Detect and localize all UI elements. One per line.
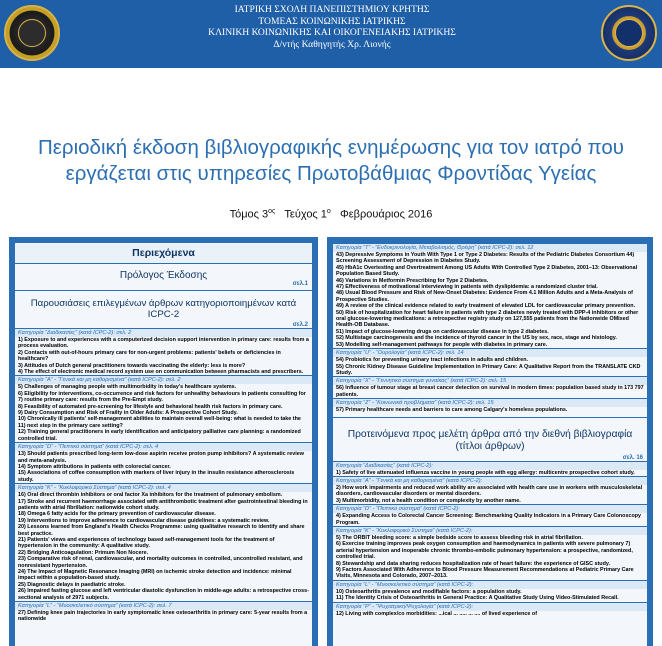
section-page-right: σελ. 16 (622, 454, 643, 461)
number-label: Τεύχος 1 (284, 208, 327, 221)
article-item[interactable]: 18) Omega 6 fatty acids for the primary prevention of cardiovascular disease. (18, 511, 216, 518)
contents-heading: Περιεχόμενα (15, 243, 312, 264)
contents-panel-left (9, 237, 318, 646)
section-title-icpc: Παρουσιάσεις επιλεγμένων άρθρων κατηγοριοποιημένων κατά ICPC-2 (30, 298, 297, 320)
issue-info (0, 208, 662, 221)
category-header[interactable]: Κατηγορία “D” - “Πεπτικό σύστημα” (κατά ICPC-2): (333, 504, 647, 513)
article-item[interactable]: 4) Expanding Access to Colorectal Cancer Screening: Benchmarking Quality Indicators in a Primary Care Colonoscopy Program. (336, 513, 642, 526)
header-line: ΤΟΜΕΑΣ ΚΟΙΝΩΝΙΚΗΣ ΙΑΤΡΙΚΗΣ (258, 15, 406, 27)
category-header[interactable]: Κατηγορία “D” - “Πεπτικό σύστημα” (κατά ICPC-2): σελ. 4 (15, 442, 312, 451)
article-item[interactable]: 9) Factors Associated With Adherence to Blood Pressure Measurement Recommendations at Pediatric Primary Care Visits, Minnesota and Colorado, 2007–2013. (336, 567, 634, 580)
article-item[interactable]: 8) Stewardship and data sharing reduces hospitalization rate of heart failure: the experience of GISC study. (336, 560, 610, 567)
article-item[interactable]: 45) HbA1c Overtesting and Overtreatment Among US Adults With Controlled Type 2 Diabetes, 2001–13: Observational Population Based Study. (336, 264, 638, 278)
article-item[interactable]: 12) Training general practitioners in early identification and anticipatory palliative care planning: a randomized controlled trial. (18, 429, 301, 442)
article-item[interactable]: 47) Effectiveness of motivational interviewing in patients with dyslipidemia: a randomized cluster trial. (336, 284, 598, 291)
article-item[interactable]: 21) Patients' views and experiences of technology based self-management tools for the treatment of hypertension in the community: A qualitative study. (18, 536, 275, 550)
article-item[interactable]: 48) Usual Blood Pressure and Risk of New-Onset Diabetes: Evidence From 4.1 Million Adults and a Meta-Analysis of Prospective Studies. (336, 290, 633, 303)
article-item[interactable]: 6) Eligibility for interventions, co-occurrence and risk factors for unhealthy behaviours in patients consulting for 7) routine primary care: results from the Pre-Empt study. (18, 390, 306, 404)
article-item[interactable]: 46) Variations in Metformin Prescribing for Type 2 Diabetes. (336, 277, 489, 284)
volume-sup: ος (268, 208, 276, 215)
article-item[interactable]: 5) Challenges of managing people with multimorbidity in today's healthcare systems. (18, 384, 237, 391)
article-item[interactable]: 3) Attitudes of Dutch general practitioners towards vaccinating the elderly: less is more? (18, 362, 246, 369)
article-item[interactable]: 6) Exercise training improves peak oxygen consumption and haemodynamics in patients with severe pulmonary 7) arterial hypertension and inoperable chronic thrombo-embolic pulmonary hypertension: a prospective, randomized, controlled trial. (336, 541, 633, 561)
article-item[interactable]: 10) Chronically ill patients' self-management abilities to maintain overall well-being: what is needed to take the 11) next step in the primary care setting? (18, 416, 301, 429)
article-item[interactable]: 26) Impaired fasting glucose and left ventricular diastolic dysfunction in middle-age adults: a retrospective cross-sectional analysis of 2971 subjects. (18, 588, 309, 601)
article-item[interactable]: 55) Chronic Kidney Disease Guideline Implementation in Primary Care: A Qualitative Report from the TRANSLATE CKD Study. (336, 363, 641, 376)
category-header[interactable]: Κατηγορία “K” - “Κυκλοφορικό Σύστημα” (κατά ICPC-2): σελ. 4 (15, 483, 312, 492)
category-header[interactable]: Κατηγορία “T” - “Ενδοκρινολογία, Μεταβολισμός, Θρέψη” (κατά ICPC-2): σελ. 12 (333, 243, 647, 252)
section-title-international: Προτεινόμενα προς μελέτη άρθρα από την διεθνή βιβλιογραφία (τίτλοι άρθρων) (347, 428, 633, 452)
right-top-groups (333, 243, 647, 414)
article-item[interactable]: 24) The Impact of Magnetic Resonance Imaging (MRI) on ischemic stroke detection and incidence: minimal impact within a population-based study. (18, 569, 292, 582)
article-item[interactable]: 23) Comparative risk of renal, cardiovascular, and mortality outcomes in controlled, uncontrolled resistant, and nonresistant hypertension. (18, 556, 303, 569)
article-item[interactable]: 50) Risk of hospitalization for heart failure in patients with type 2 diabetes newly treated with DPP-4 inhibitors or other oral glucose-lowering medications: a retrospective registry study on 127,555 patients from the Nationwide OMixed Health-OB Database. (336, 309, 639, 329)
article-item[interactable]: 11) The Identity Crisis of Osteoarthritis in General Practice: A Qualitative Study Using Video-Stimulated Recall. (336, 595, 619, 602)
header-line: ΙΑΤΡΙΚΗ ΣΧΟΛΗ ΠΑΝΕΠΙΣΤΗΜΙΟΥ ΚΡΗΤΗΣ (234, 4, 430, 15)
article-item[interactable]: 15) Associations of coffee consumption with markers of liver injury in the insulin resistance atherosclerosis study. (18, 470, 295, 483)
article-item[interactable]: 4) The effect of electronic medical record system use on communication between pharmacists and prescribers. (18, 369, 304, 376)
article-item[interactable]: 25) Diagnostic delays in paediatric stroke. (18, 581, 126, 588)
preface-link[interactable]: Πρόλογος Έκδοσης (119, 270, 208, 281)
contents-box-left (15, 243, 312, 646)
category-header[interactable]: Κατηγορία “Α” - “Γενικά και μη καθορισμένα” (κατά ICPC-2): σελ. 2 (15, 375, 312, 384)
category-header[interactable]: Κατηγορία “Α” - “Γενικά και μη καθορισμένα” (κατά ICPC-2): (333, 476, 647, 485)
preface-page: σελ.1 (292, 281, 308, 287)
article-item[interactable]: 17) Stroke and recurrent haemorrhage associated with antithrombotic treatment after gastrointestinal bleeding in patients with atrial fibrillation: nationwide cohort study. (18, 498, 308, 511)
contents-panel-right (327, 237, 653, 646)
article-item[interactable]: 49) A review of the clinical evidence related to early treatment of elevated LDL for cardiovascular primary prevention. (336, 303, 636, 310)
article-item[interactable]: 54) Probiotics for preventing urinary tract infections in adults and children. (336, 357, 528, 364)
contents-box-right (333, 243, 647, 646)
article-item[interactable]: 22) Bridging Anticoagulation: Primum Non Nocere. (18, 549, 149, 556)
header-line: Δ/ντής Καθηγητής Χρ. Λιονής (273, 38, 391, 50)
article-item[interactable]: 10) Osteoarthritis prevalence and modifiable factors: a population study. (336, 588, 522, 595)
article-item[interactable]: 1) Safety of live attenuated influenza vaccine in young people with egg allergy: multicentre prospective cohort study. (336, 469, 635, 476)
article-item[interactable]: 8) Feasibility of automated pre-screening for lifestyle and behavioral health risk factors in primary care. (18, 403, 283, 410)
category-header[interactable]: Κατηγορία “U” - “Ουρολογία” (κατά ICPC-2): σελ. 14 (333, 348, 647, 357)
article-item[interactable]: 53) Modelling self-management pathways for people with diabetes in primary care. (336, 341, 548, 348)
left-groups (15, 328, 312, 623)
article-item[interactable]: 16) Oral direct thrombin inhibitors or oral factor Xa inhibitors for the treatment of pulmonary embolism. (18, 492, 283, 499)
article-item[interactable]: 5) The ORBIT bleeding score: a simple bedside score to assess bleeding risk in atrial fibrillation. (336, 534, 583, 541)
page-title: Περιοδική έκδοση βιβλιογραφικής ενημέρωσης για τον ιατρό που εργάζεται στις υπηρεσίες Πρωτοβάθμιας Φροντίδας Υγείας (37, 136, 625, 185)
article-item[interactable]: 9) Dairy Consumption and Risk of Frailty in Older Adults: A Prospective Cohort Study. (18, 410, 238, 417)
divider (15, 290, 312, 291)
article-item[interactable]: 1) Exposure to and experiences with a computerized decision support intervention in primary care: results from a process evaluation. (18, 337, 309, 350)
article-item[interactable]: 12) Living with complex/co morbidities: ...ical ... ..... ... .... of lived experience of (336, 610, 537, 617)
number-sup: ο (326, 208, 331, 215)
divider (333, 417, 647, 418)
article-item[interactable]: 51) Impact of glucose-lowering drugs on cardiovascular disease in type 2 diabetes. (336, 328, 549, 335)
category-header[interactable]: Κατηγορία “Διαδικασίες” (κατά ICPC-2): (333, 461, 647, 470)
university-seal-logo (4, 5, 60, 61)
article-item[interactable]: 2) How work impairments and reduced work ability are associated with health care use in workers with musculoskeletal disorders, cardiovascular disorders or mental disorders. (336, 484, 643, 498)
category-header[interactable]: Κατηγορία “L” - “Μυοσκελετικό σύστημα” (κατά ICPC-2): σελ. 7 (15, 601, 312, 610)
article-item[interactable]: 14) Symptom attributions in patients with colorectal cancer. (18, 463, 171, 470)
section-page: σελ.2 (292, 322, 308, 328)
category-header[interactable]: Κατηγορία “P” - “Ψυχιατρική/Ψυχολογία” (κατά ICPC-2): (333, 602, 647, 611)
header-institution (62, 4, 602, 50)
article-item[interactable]: 20) Lessons learned from England's Health Checks Programme: using qualitative research to identify and share best practice. (18, 524, 305, 537)
article-item[interactable]: 57) Primary healthcare needs and barriers to care among Calgary's homeless populations. (336, 407, 568, 414)
category-header[interactable]: Κατηγορία “L” - “Μυοσκελετικό σύστημα” (κατά ICPC-2): (333, 580, 647, 589)
article-item[interactable]: 2) Contacts with out-of-hours primary care for non-urgent problems: patients' beliefs or deficiencies in healthcare? (18, 349, 281, 363)
category-header[interactable]: Κατηγορία “Z” - “Κοινωνικά προβλήματα” (κατά ICPC-2): σελ. 15 (333, 398, 647, 407)
right-bottom-groups (333, 461, 647, 618)
article-item[interactable]: 43) Depressive Symptoms in Youth With Type 1 or Type 2 Diabetes: Results of the Pediatric Diabetes Consortium 44) Screening Assessment of Depression in Diabetes Study. (336, 252, 635, 265)
article-item[interactable]: 56) Influence of tumour stage at breast cancer detection on survival in modern times: population based study in 173 797 patients. (336, 385, 644, 398)
article-item[interactable]: 52) Multistage carcinogenesis and the incidence of thyroid cancer in the US by sex, race, stage and histology. (336, 335, 617, 342)
volume-label: Τόμος 3 (229, 208, 269, 221)
category-header[interactable]: Κατηγορία “K” - “Κυκλοφορικό Σύστημα” (κατά ICPC-2): (333, 526, 647, 535)
article-item[interactable]: 3) Multimorbidity, not a health condition or complexity by another name. (336, 497, 521, 504)
article-item[interactable]: 27) Defining knee pain trajectories in early symptomatic knee osteoarthritis in primary care: 5-year results from a nationwide (18, 610, 308, 623)
clinic-seal-logo (601, 5, 657, 61)
article-item[interactable]: 13) Should patients prescribed long-term low-dose aspirin receive proton pump inhibitors? A systematic review and meta-analysis. (18, 451, 304, 464)
header-line: ΚΛΙΝΙΚΗ ΚΟΙΝΩΝΙΚΗΣ ΚΑΙ ΟΙΚΟΓΕΝΕΙΑΚΗΣ ΙΑΤΡΙΚΗΣ (208, 27, 456, 38)
category-header[interactable]: Κατηγορία “Διαδικασίες” (κατά ICPC-2): σελ. 2 (15, 328, 312, 337)
issue-date: Φεβρουάριος 2016 (340, 208, 433, 221)
article-item[interactable]: 19) Interventions to improve adherence to cardiovascular disease guidelines: a systematic review. (18, 517, 270, 524)
header-bar (0, 0, 662, 68)
category-header[interactable]: Κατηγορία “X” - “Γεννητικό σύστημα γυναίκας” (κατά ICPC-2): σελ. 15 (333, 376, 647, 385)
